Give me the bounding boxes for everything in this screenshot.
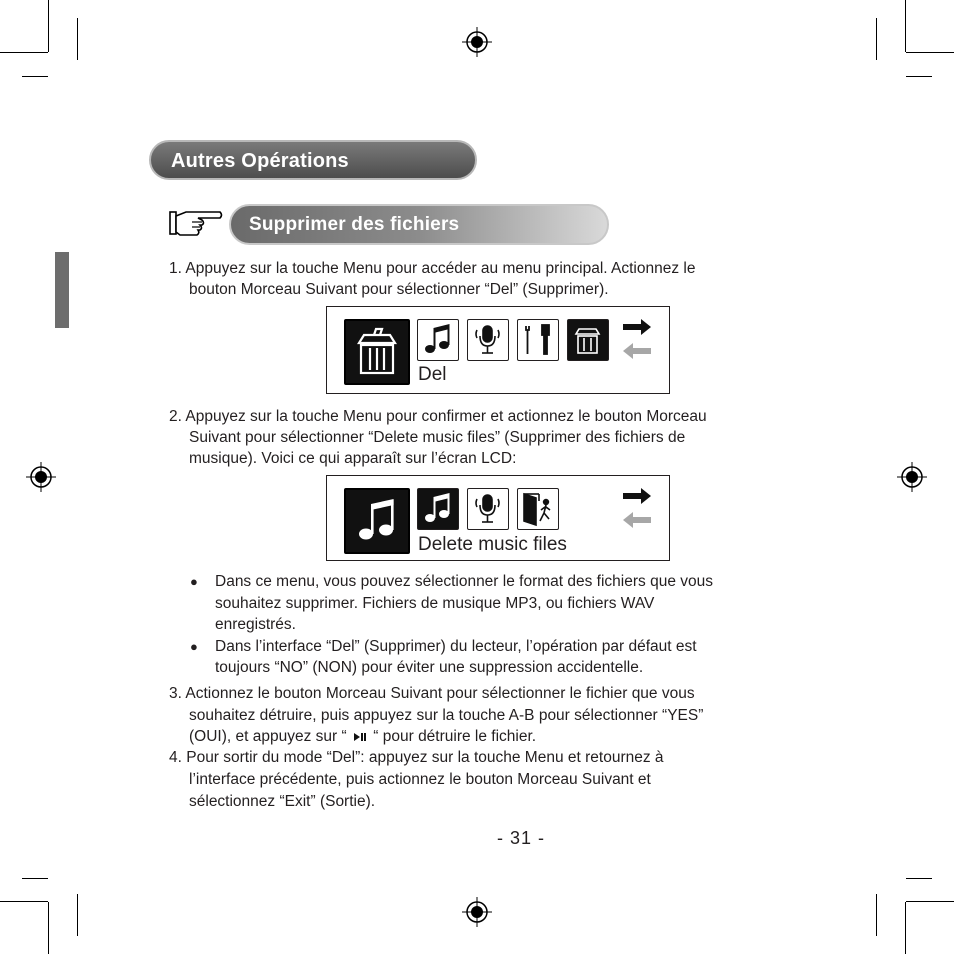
arrow-left-icon	[621, 510, 653, 530]
step-1-line-1: 1. Appuyez sur la touche Menu pour accéder au menu principal. Actionnez le	[169, 260, 696, 277]
pointing-hand-icon	[168, 208, 224, 238]
crop-mark	[48, 902, 49, 954]
crop-mark	[0, 52, 48, 53]
crop-mark	[905, 902, 906, 954]
crop-mark	[0, 901, 48, 902]
registration-mark-icon	[462, 897, 492, 927]
play-pause-icon	[353, 732, 367, 742]
crop-mark	[906, 901, 954, 902]
step-4-line-3: sélectionnez “Exit” (Sortie).	[189, 793, 376, 810]
step-3-line-1: 3. Actionnez le bouton Morceau Suivant pour sélectionner le fichier que vous	[169, 685, 695, 702]
music-note-icon	[417, 319, 459, 361]
crop-mark	[876, 894, 877, 936]
step-1-line-2: bouton Morceau Suivant pour sélectionner “Del” (Supprimer).	[189, 281, 609, 298]
crop-mark	[905, 0, 906, 52]
bullet-1-line-2: souhaitez supprimer. Fichiers de musique MP3, ou fichiers WAV	[215, 595, 655, 612]
step-2-line-1: 2. Appuyez sur la touche Menu pour confirmer et actionnez le bouton Morceau	[169, 408, 707, 425]
bullet-1-line-3: enregistrés.	[215, 616, 296, 633]
crop-mark	[77, 18, 78, 60]
crop-mark	[906, 76, 932, 77]
section-title: Autres Opérations	[171, 150, 349, 172]
step-3-line-2: souhaitez détruire, puis appuyez sur la touche A-B pour sélectionner “YES”	[189, 707, 704, 724]
step-2-line-2: Suivant pour sélectionner “Delete music files” (Supprimer des fichiers de	[189, 429, 686, 446]
lcd-screen-del	[326, 306, 670, 394]
registration-mark-icon	[897, 462, 927, 492]
step-3-line-3-end: “ pour détruire le fichier.	[373, 728, 537, 745]
subsection-header	[229, 204, 609, 245]
step-4-line-2: l’interface précédente, puis actionnez le bouton Morceau Suivant et	[189, 771, 651, 788]
page-number: - 31 -	[497, 828, 546, 848]
side-tab	[55, 252, 69, 328]
step-2-line-3: musique). Voici ce qui apparaît sur l’écran LCD:	[189, 450, 517, 467]
registration-mark-icon	[26, 462, 56, 492]
crop-mark	[906, 52, 954, 53]
trash-icon	[344, 319, 410, 385]
tools-icon	[517, 319, 559, 361]
step-4-line-1: 4. Pour sortir du mode “Del”: appuyez sur la touche Menu et retournez à	[169, 749, 664, 766]
section-header	[149, 140, 477, 180]
crop-mark	[876, 18, 877, 60]
subsection-title: Supprimer des fichiers	[249, 214, 460, 235]
bullet-marker: ●	[190, 639, 198, 654]
lcd-screen-delete-music-files	[326, 475, 670, 561]
arrow-right-icon	[621, 317, 653, 337]
lcd-label: Delete music files	[418, 534, 567, 555]
music-note-icon	[417, 488, 459, 530]
bullet-marker: ●	[190, 574, 198, 589]
crop-mark	[22, 76, 48, 77]
microphone-icon	[467, 488, 509, 530]
step-3-line-3	[189, 726, 536, 747]
music-note-icon	[344, 488, 410, 554]
trash-icon	[567, 319, 609, 361]
microphone-icon	[467, 319, 509, 361]
bullet-2-line-2: toujours “NO” (NON) pour éviter une suppression accidentelle.	[215, 659, 644, 676]
step-3-line-3-start: (OUI), et appuyez sur “	[189, 728, 347, 745]
exit-door-icon	[517, 488, 559, 530]
arrow-left-icon	[621, 341, 653, 361]
crop-mark	[48, 0, 49, 52]
bullet-1-line-1: Dans ce menu, vous pouvez sélectionner le format des fichiers que vous	[215, 573, 713, 590]
lcd-label: Del	[418, 364, 447, 385]
registration-mark-icon	[462, 27, 492, 57]
bullet-2-line-1: Dans l’interface “Del” (Supprimer) du lecteur, l’opération par défaut est	[215, 638, 697, 655]
arrow-right-icon	[621, 486, 653, 506]
crop-mark	[77, 894, 78, 936]
crop-mark	[22, 878, 48, 879]
crop-mark	[906, 878, 932, 879]
